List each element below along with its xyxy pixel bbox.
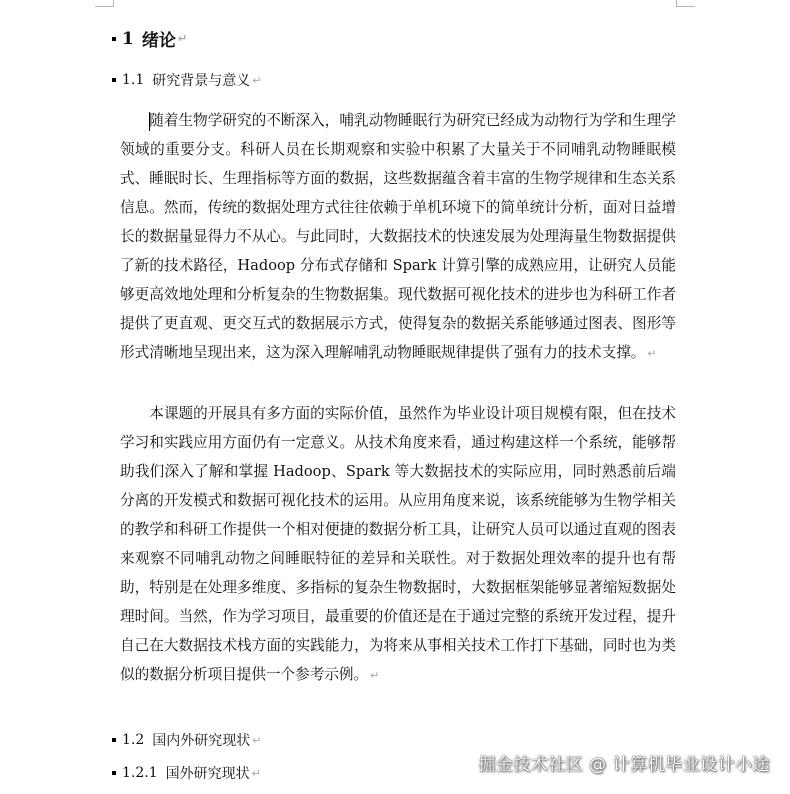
heading-1-2-title: 国内外研究现状 [152,733,251,749]
heading-1-number: 1 [122,28,134,49]
paragraph-1-text: 随着生物学研究的不断深入，哺乳动物睡眠行为研究已经成为动物行为学和生理学领域的重要分支。科研人员在长期观察和实验中积累了大量关于不同哺乳动物睡眠模式、睡眠时长、生理指标等方面的数据，这些数据蕴含着丰富的生物学规律和生态关系信息。然而，传统的数据处理方式往往依赖于单机环境下的简单统计分析，面对日益增长的数据量显得力不从心。与此同时，大数据技术的快速发展为处理海量生物数据提供了新的技术路径，Hadoop 分布式存储和 Spark 计算引擎的成熟应用，让研究人员能够更高效地处理和分析复杂的生物数据集。现代数据可视化技术的进步也为科研工作者提供了更直观、更交互式的数据展示方式，使得复杂的数据关系能够通过图表、图形等形式清晰地呈现出来，这为深入理解哺乳动物睡眠规律提供了强有力的技术支撑。 [120,112,676,361]
watermark: 掘金技术社区 @ 计算机毕业设计小途 [478,755,770,775]
paragraph-mark-icon: ↵ [252,733,262,747]
paragraph-mark-icon: ↵ [177,32,188,45]
heading-1[interactable] [112,26,187,51]
paragraph-mark-icon: ↵ [252,73,262,87]
page-corner-left [95,0,114,7]
heading-bullet-icon [112,37,116,41]
heading-bullet-icon [112,738,116,742]
paragraph-mark-icon: ↵ [647,347,657,360]
body-paragraph-1[interactable] [120,106,676,368]
heading-1-2-1-number: 1.2.1 [122,765,158,781]
heading-1-1-title: 研究背景与意义 [152,73,251,89]
heading-1-2-1-title: 国外研究现状 [165,766,250,782]
heading-bullet-icon [112,771,116,775]
heading-1-1-number: 1.1 [122,72,145,88]
body-paragraph-2[interactable] [120,399,676,690]
paragraph-mark-icon: ↵ [251,766,261,780]
heading-bullet-icon [112,78,116,82]
page-corner-right [676,0,695,7]
heading-1-2-1[interactable] [112,763,261,783]
heading-1-2[interactable] [112,730,261,750]
heading-1-title: 绪论 [141,31,176,51]
heading-1-1[interactable] [112,70,261,90]
heading-1-2-number: 1.2 [122,732,145,748]
paragraph-2-text: 本课题的开展具有多方面的实际价值，虽然作为毕业设计项目规模有限，但在技术学习和实践应用方面仍有一定意义。从技术角度来看，通过构建这样一个系统，能够帮助我们深入了解和掌握 Hadoop、Spark 等大数据技术的实际应用，同时熟悉前后端分离的开发模式和数据可视化技术的运用。从应用角度来说，该系统能够为生物学相关的教学和科研工作提供一个相对便捷的数据分析工具，让研究人员可以通过直观的图表来观察不同哺乳动物之间睡眠特征的差异和关联性。对于数据处理效率的提升也有帮助，特别是在处理多维度、多指标的复杂生物数据时，大数据框架能够显著缩短数据处理时间。当然，作为学习项目，最重要的价值还是在于通过完整的系统开发过程，提升自己在大数据技术栈方面的实践能力，为将来从事相关技术工作打下基础，同时也为类似的数据分析项目提供一个参考示例。 [120,405,676,683]
paragraph-mark-icon: ↵ [370,669,380,682]
